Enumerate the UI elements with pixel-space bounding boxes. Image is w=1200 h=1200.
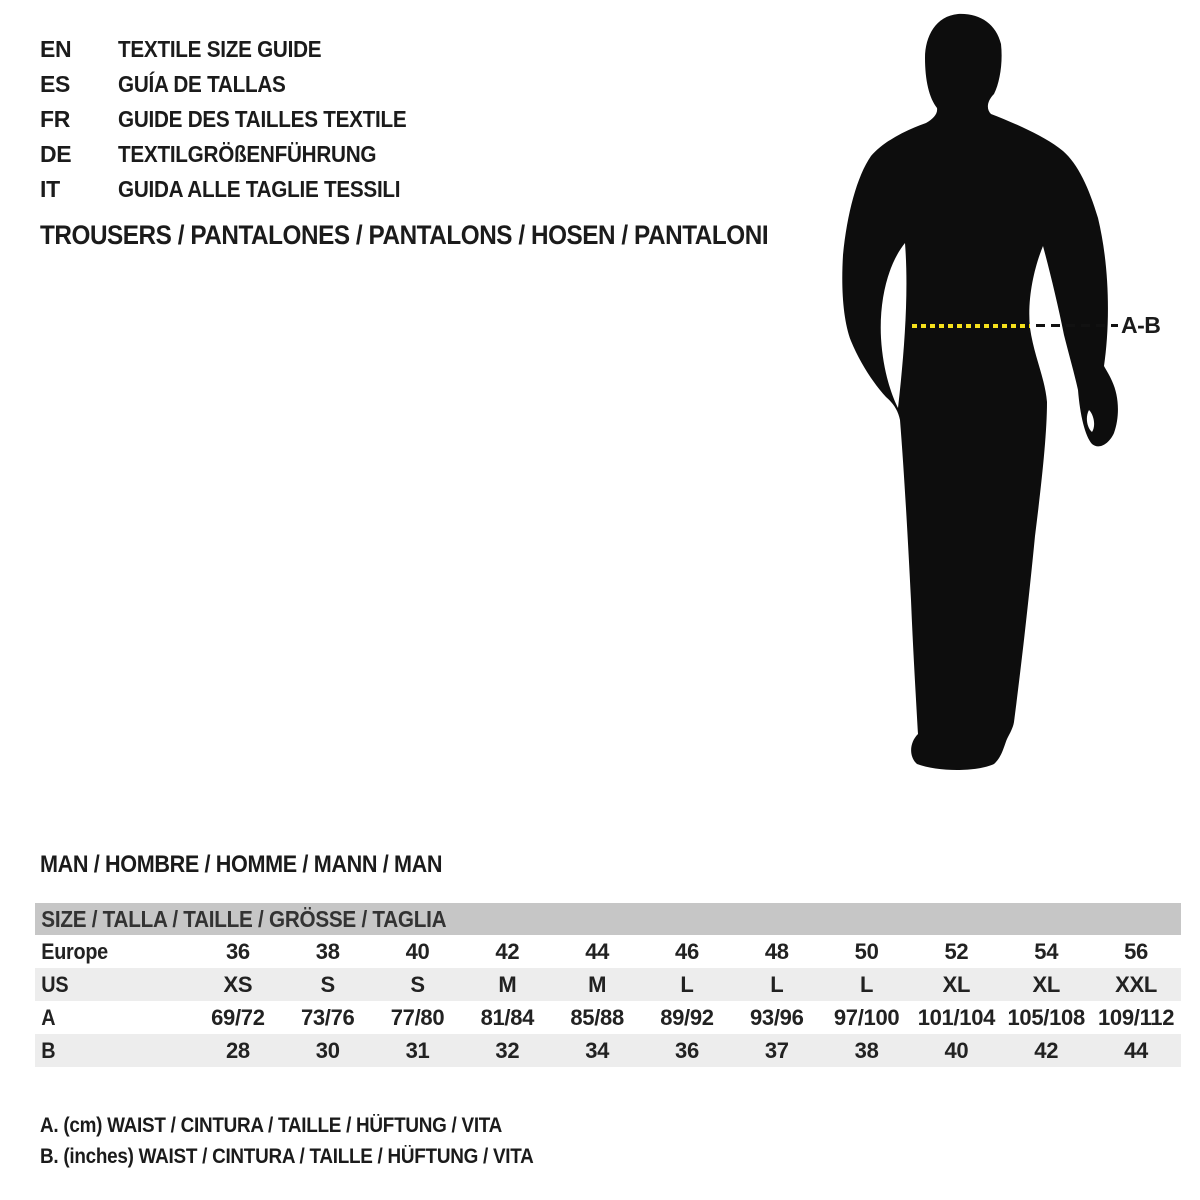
- size-value-cell: 42: [495, 938, 520, 964]
- size-value-cell: 85/88: [570, 1004, 624, 1030]
- size-value-cell: L: [680, 971, 694, 997]
- language-code: ES: [40, 71, 71, 97]
- size-value-cell: XS: [223, 971, 253, 997]
- size-value-cell: 56: [1124, 938, 1148, 964]
- language-code: IT: [40, 176, 60, 202]
- size-value-cell: 73/76: [300, 1004, 355, 1030]
- size-value-cell: XXL: [1115, 971, 1157, 997]
- size-value-cell: 44: [585, 938, 610, 964]
- waist-measure-line-yellow: [912, 324, 1030, 328]
- size-value-cell: 54: [1034, 938, 1059, 964]
- language-guide-title: GUIDE DES TAILLES TEXTILE: [118, 106, 407, 132]
- size-table-header-text: SIZE / TALLA / TAILLE / GRÖSSE / TAGLIA: [41, 905, 447, 932]
- size-value-cell: 31: [405, 1037, 430, 1063]
- row-label: [35, 935, 193, 968]
- size-value-cell: 40: [405, 938, 430, 964]
- size-value-cell: L: [860, 971, 874, 997]
- size-value-cell: 28: [225, 1037, 250, 1063]
- size-value-cell: L: [770, 971, 784, 997]
- size-value-cell: S: [410, 971, 425, 997]
- category-heading-text: TROUSERS / PANTALONES / PANTALONS / HOSEN / PANTALONI: [40, 220, 769, 250]
- size-table: [35, 903, 1181, 1067]
- row-label-text: A: [41, 1004, 56, 1030]
- row-label: [35, 968, 193, 1001]
- language-guide-title: TEXTILGRÖßENFÜHRUNG: [118, 141, 377, 167]
- size-value-cell: 77/80: [390, 1004, 445, 1030]
- size-value-cell: 34: [585, 1037, 610, 1063]
- size-value-cell: 97/100: [833, 1004, 900, 1030]
- table-row: [35, 1034, 1181, 1067]
- size-value-cell: 32: [495, 1037, 520, 1063]
- size-value-cell: XL: [942, 971, 971, 997]
- table-row: [35, 935, 1181, 968]
- size-value-cell: 101/104: [917, 1004, 996, 1030]
- table-row: [35, 968, 1181, 1001]
- size-value-cell: 36: [225, 938, 250, 964]
- footnote-b: [40, 1141, 588, 1172]
- man-silhouette-path: [842, 14, 1118, 770]
- size-value-cell: 105/108: [1007, 1004, 1085, 1030]
- row-label-text: B: [41, 1037, 56, 1063]
- language-guide-title: GUIDA ALLE TAGLIE TESSILI: [118, 176, 401, 202]
- footnotes: [40, 1110, 588, 1172]
- size-value-cell: 69/72: [211, 1004, 265, 1030]
- section-heading: [40, 850, 487, 880]
- language-guide-title: GUÍA DE TALLAS: [118, 71, 286, 97]
- size-table-header-cell: [35, 903, 1181, 935]
- size-value-cell: 44: [1124, 1037, 1148, 1063]
- row-label-text: Europe: [41, 938, 108, 964]
- size-value-cell: S: [320, 971, 335, 997]
- row-label-text: US: [41, 971, 69, 997]
- size-value-cell: 46: [675, 938, 699, 964]
- size-value-cell: 36: [675, 1037, 699, 1063]
- size-value-cell: 38: [854, 1037, 879, 1063]
- size-value-cell: 109/112: [1097, 1004, 1175, 1030]
- size-value-cell: 93/96: [750, 1004, 804, 1030]
- footnote-a: [40, 1110, 588, 1141]
- size-value-cell: 42: [1034, 1037, 1059, 1063]
- language-code: EN: [40, 36, 72, 62]
- size-value-cell: 38: [315, 938, 340, 964]
- language-guide-title: TEXTILE SIZE GUIDE: [118, 36, 322, 62]
- size-value-cell: XL: [1032, 971, 1060, 997]
- row-label: [35, 1034, 193, 1067]
- size-value-cell: 40: [944, 1037, 969, 1063]
- footnote-b-text: B. (inches) WAIST / CINTURA / TAILLE / HÜFTUNG / VITA: [40, 1145, 534, 1168]
- size-value-cell: 81/84: [480, 1004, 535, 1030]
- size-value-cell: 50: [854, 938, 879, 964]
- size-value-cell: 52: [944, 938, 969, 964]
- waist-measure-line-black: [1036, 324, 1118, 327]
- size-value-cell: M: [498, 971, 517, 997]
- size-value-cell: 37: [764, 1037, 789, 1063]
- waist-measure-label: A-B: [1121, 312, 1161, 338]
- table-row: [35, 1001, 1181, 1034]
- size-value-cell: M: [588, 971, 607, 997]
- size-value-cell: 89/92: [660, 1004, 714, 1030]
- size-table-body: [35, 935, 1181, 1067]
- language-code: DE: [40, 141, 72, 167]
- size-value-cell: 30: [315, 1037, 340, 1063]
- footnote-a-text: A. (cm) WAIST / CINTURA / TAILLE / HÜFTUNG / VITA: [40, 1114, 503, 1137]
- size-table-header-row: [35, 903, 1181, 935]
- section-heading-text: MAN / HOMBRE / HOMME / MANN / MAN: [40, 851, 443, 878]
- row-label: [35, 1001, 193, 1034]
- man-silhouette: [830, 0, 1140, 790]
- language-code: FR: [40, 106, 71, 132]
- size-value-cell: 48: [764, 938, 789, 964]
